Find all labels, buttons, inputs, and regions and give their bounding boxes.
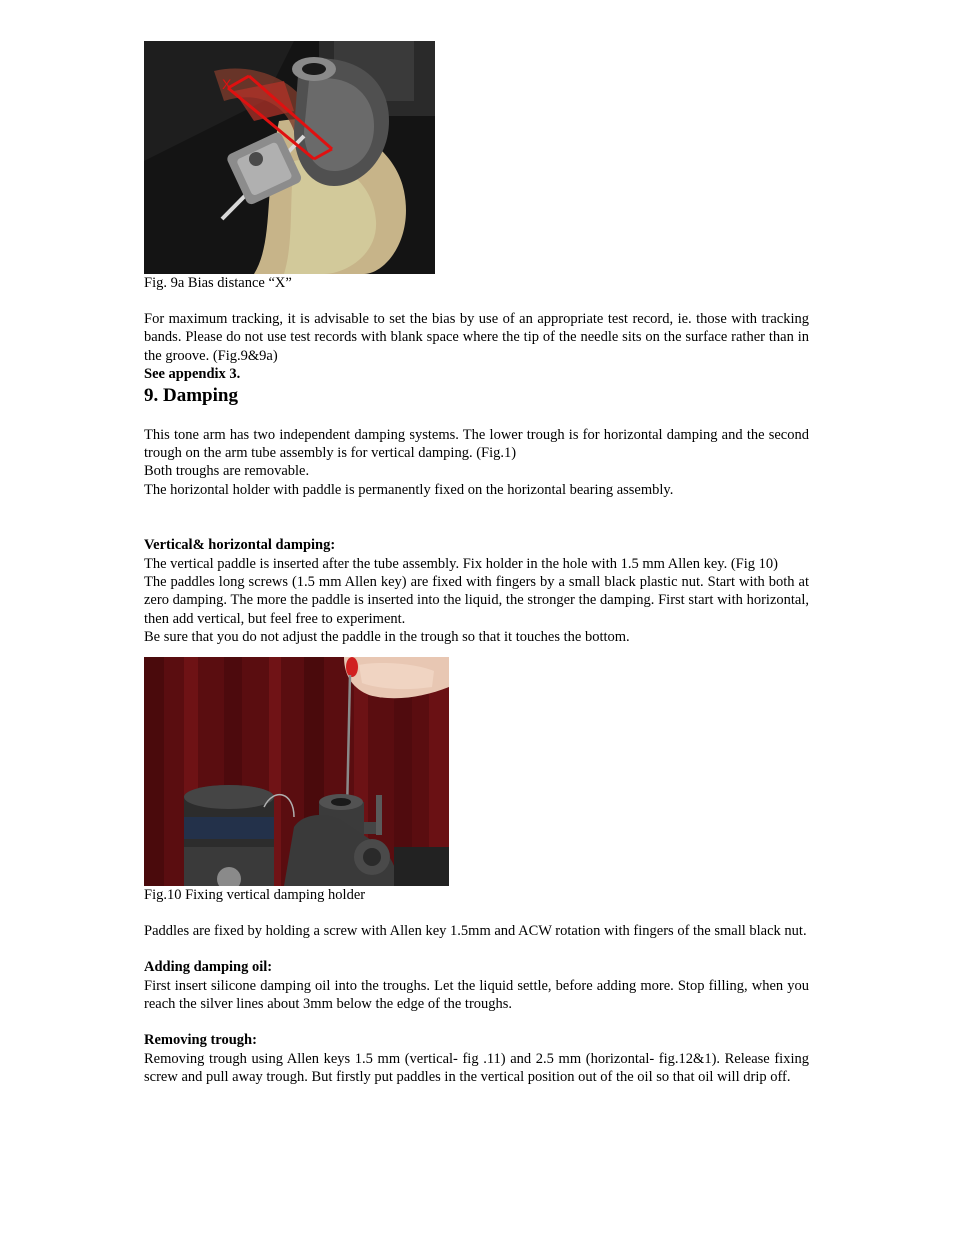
section-heading-damping: 9. Damping — [144, 384, 238, 406]
adding-oil-paragraph: First insert silicone damping oil into the troughs. Let the liquid settle, before adding more. Stop filling, when you reach the silver lines about 3mm below the edge of the troughs. — [144, 977, 809, 1012]
removing-trough-heading: Removing trough: — [144, 1032, 257, 1049]
damping-paragraph-2: Both troughs are removable. — [144, 463, 310, 480]
fig9a-caption: Fig. 9a Bias distance “X” — [144, 275, 292, 291]
removing-trough-paragraph: Removing trough using Allen keys 1.5 mm (vertical- fig .11) and 2.5 mm (horizontal- fig.12&1). Release fixing screw and pull away trough. But firstly put paddles in the vertical position out of the oil so that oil will drip off. — [144, 1050, 809, 1086]
vertical-horizontal-paragraph-1: The vertical paddle is inserted after the tube assembly. Fix holder in the hole with 1.5 mm Allen key. (Fig 10) — [144, 555, 778, 572]
damping-paragraph-3: The horizontal holder with paddle is permanently fixed on the horizontal bearing assembly. — [144, 481, 674, 498]
vertical-horizontal-paragraph-2: The paddles long screws (1.5 mm Allen key) are fixed with fingers by a small black plastic nut. Start with both at zero damping. The more the paddle is inserted into the liquid, the stronger the damping. First start with horizontal, then add vertical, but feel free to experiment. — [144, 574, 809, 627]
damping-paragraph-1: This tone arm has two independent damping systems. The lower trough is for horizontal damping and the second trough on the arm tube assembly is for vertical damping. (Fig.1) — [144, 426, 809, 462]
paddles-fixed-paragraph: Paddles are fixed by holding a screw with Allen key 1.5mm and ACW rotation with fingers of the small black nut. — [144, 922, 807, 939]
intro-paragraph: For maximum tracking, it is advisable to set the bias by use of an appropriate test record, ie. those with tracking bands. Please do not use test records with blank space where the tip of the needle sits on the surface rather than in the groove. (Fig.9&9a) — [144, 311, 809, 364]
fig9a-photo — [144, 41, 435, 274]
document-page — [144, 41, 809, 1087]
vertical-horizontal-paragraph-3: Be sure that you do not adjust the paddle in the trough so that it touches the bottom. — [144, 629, 630, 646]
fig10-photo — [144, 657, 449, 886]
fig10-caption: Fig.10 Fixing vertical damping holder — [144, 886, 366, 903]
adding-oil-heading: Adding damping oil: — [144, 959, 273, 976]
fig9a-x-label: X — [222, 76, 232, 92]
vertical-horizontal-heading: Vertical& horizontal damping: — [144, 537, 336, 554]
see-appendix-note: See appendix 3. — [144, 366, 241, 383]
